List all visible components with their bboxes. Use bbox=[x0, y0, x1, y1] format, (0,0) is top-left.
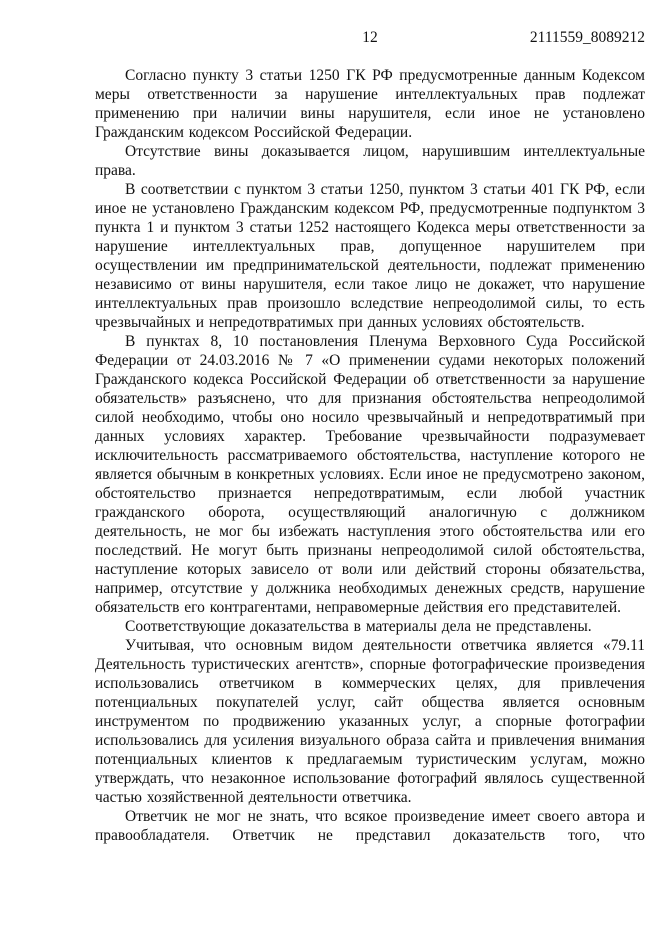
paragraph: Ответчик не мог не знать, что всякое произведение имеет своего автора и правообладателя. Ответчик не представил доказательств того, что bbox=[95, 808, 645, 844]
paragraph: Согласно пункту 3 статьи 1250 ГК РФ предусмотренные данным Кодексом меры ответственности за нарушение интеллектуальных прав подлежат применению при наличии вины нарушителя, если иное не установлено Гражданским кодексом Российской Федерации. bbox=[95, 67, 645, 141]
paragraph: В пунктах 8, 10 постановления Пленума Верховного Суда Российской Федерации от 24.03.2016 № 7 «О применении судами некоторых положений Гражданского кодекса Российской Федерации об ответственности за нарушение обязательств» разъяснено, что для признания обстоятельства непреодолимой силой необходимо, чтобы оно носило чрезвычайный и непредотвратимый при данных условиях характер. Требование чрезвычайности подразумевает исключительность рассматриваемого обстоятельства, наступление которого не является обычным в конкретных условиях. Если иное не предусмотрено законом, обстоятельство признается непредотвратимым, если любой участник гражданского оборота, осуществляющий аналогичную с должником деятельность, не мог бы избежать наступления этого обстоятельства или его последствий. Не могут быть признаны непреодолимой силой обстоятельства, наступление которых зависело от воли или действий стороны обязательства, например, отсутствие у должника необходимых денежных средств, нарушение обязательств его контрагентами, неправомерные действия его представителей. bbox=[95, 333, 645, 616]
paragraph: Соответствующие доказательства в материалы дела не представлены. bbox=[125, 618, 592, 635]
paragraph: В соответствии с пунктом 3 статьи 1250, пунктом 3 статьи 401 ГК РФ, если иное не установлено Гражданским кодексом РФ, предусмотренные подпунктом 3 пункта 1 и пунктом 3 статьи 1252 настоящего Кодекса меры ответственности за нарушение интеллектуальных прав, допущенное нарушителем при осуществлении им предпринимательской деятельности, подлежат применению независимо от вины нарушителя, если такое лицо не докажет, что нарушение интеллектуальных прав произошло вследствие непреодолимой силы, то есть чрезвычайных и непредотвратимых при данных условиях обстоятельств. bbox=[95, 181, 645, 331]
page-number: 12 bbox=[362, 29, 378, 46]
paragraph: Отсутствие вины доказывается лицом, нарушившим интеллектуальные права. bbox=[95, 143, 645, 179]
page-header bbox=[95, 28, 645, 48]
paragraph: Учитывая, что основным видом деятельности ответчика является «79.11 Деятельность туристических агентств», спорные фотографические произведения использовались ответчиком в коммерческих целях, для привлечения потенциальных покупателей услуг, сайт общества является основным инструментом по продвижению указанных услуг, а спорные фотографии использовались для усиления визуального образа сайта и привлечения внимания потенциальных клиентов к предлагаемым туристическим услугам, можно утверждать, что незаконное использование фотографий являлось существенной частью хозяйственной деятельности ответчика. bbox=[95, 637, 645, 806]
document-number: 2111559_8089212 bbox=[529, 29, 645, 46]
document-body bbox=[95, 66, 645, 845]
